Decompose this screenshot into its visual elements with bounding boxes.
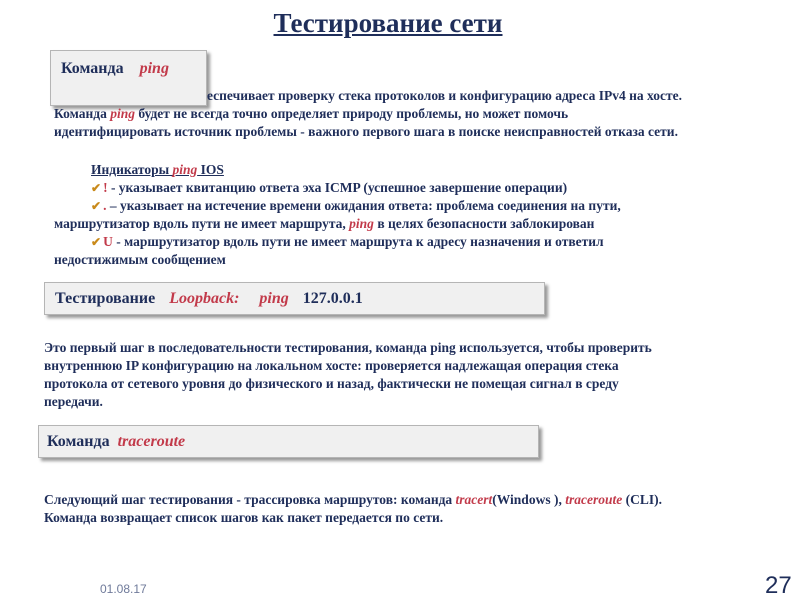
indicator-cmd: ping bbox=[349, 216, 374, 231]
indicator-item-timeout bbox=[54, 197, 621, 215]
loopback-line: передачи. bbox=[44, 394, 103, 409]
indicator-mark: . bbox=[103, 198, 107, 213]
traceroute-text: (Windows ), bbox=[492, 492, 566, 507]
footer-date: 01.08.17 bbox=[100, 582, 147, 596]
indicator-text: – указывает на истечение времени ожидания ответа: проблема соединения на пути, bbox=[106, 198, 621, 213]
loopback-box-command: ping bbox=[259, 289, 289, 307]
traceroute-description bbox=[44, 491, 662, 527]
indicator-mark: ! bbox=[103, 180, 108, 195]
loopback-description bbox=[44, 339, 652, 411]
indicator-item-unreachable-cont: недостижимым сообщением bbox=[54, 252, 226, 267]
traceroute-cmd: traceroute bbox=[565, 492, 623, 507]
traceroute-line2: Команда возвращает список шагов как пакет передается по сети. bbox=[44, 510, 444, 525]
indicator-text: - маршрутизатор вдоль пути не имеет маршрута к адресу назначения и ответил bbox=[112, 234, 604, 249]
ping-desc-line3: идентифицировать источник проблемы - важного первого шага в поиске неисправностей отказа сети. bbox=[54, 124, 678, 139]
indicator-text: маршрутизатор вдоль пути не имеет маршрута, bbox=[54, 216, 350, 231]
loopback-line: Это первый шаг в последовательности тестирования, команда ping используется, чтобы проверить bbox=[44, 340, 652, 355]
checkmark-icon: ✔ bbox=[91, 181, 102, 195]
page-title: Тестирование сети bbox=[273, 8, 503, 38]
indicator-text: в целях безопасности заблокирован bbox=[373, 216, 595, 231]
traceroute-box-label: Команда bbox=[47, 432, 110, 450]
page-number: 27 bbox=[765, 572, 792, 599]
tracert-cmd: tracert bbox=[455, 492, 493, 507]
indicators-heading-cmd: ping bbox=[172, 162, 198, 177]
indicator-item-unreachable bbox=[54, 233, 621, 251]
indicators-heading bbox=[54, 161, 621, 179]
traceroute-text: Следующий шаг тестирования - трассировка маршрутов: команда bbox=[44, 492, 456, 507]
ping-desc-line2-b: будет не всегда точно определяет природу проблемы, но может помочь bbox=[134, 106, 569, 121]
traceroute-text: (CLI). bbox=[622, 492, 662, 507]
ping-desc-line1: еспечивает проверку стека протоколов и конфигурацию адреса IPv4 на хосте. bbox=[207, 88, 682, 103]
indicator-text: - указывает квитанцию ответа эха ICMP (успешное завершение операции) bbox=[107, 180, 568, 195]
loopback-line: протокола от сетевого уровня до физического и назад, фактически не помещая сигнал в среду bbox=[44, 376, 619, 391]
loopback-box-label: Тестирование bbox=[55, 289, 156, 307]
indicators-heading-a: Индикаторы bbox=[91, 162, 173, 177]
ping-box-label: Команда bbox=[61, 60, 124, 77]
loopback-line: внутреннюю IP конфигурацию на локальном хосте: проверяется надлежащая операция стека bbox=[44, 358, 619, 373]
ping-desc-line2-cmd: ping bbox=[110, 106, 135, 121]
ping-desc-line2 bbox=[54, 105, 682, 123]
loopback-test-box bbox=[44, 282, 545, 315]
ping-desc-line2-a: Команда bbox=[54, 106, 111, 121]
checkmark-icon: ✔ bbox=[91, 235, 102, 249]
ping-description bbox=[54, 87, 682, 141]
indicators-heading-b: IOS bbox=[197, 162, 224, 177]
ping-box-command: ping bbox=[139, 60, 169, 77]
indicator-item-timeout-cont bbox=[54, 215, 621, 233]
indicator-item-success bbox=[54, 179, 621, 197]
checkmark-icon: ✔ bbox=[91, 199, 102, 213]
traceroute-command-box bbox=[38, 425, 539, 458]
loopback-box-kind: Loopback: bbox=[169, 289, 240, 307]
traceroute-line1 bbox=[44, 491, 662, 509]
traceroute-box-command: traceroute bbox=[117, 432, 186, 450]
loopback-box-address: 127.0.0.1 bbox=[302, 289, 363, 307]
indicator-mark: U bbox=[103, 234, 113, 249]
ping-indicators bbox=[54, 161, 621, 269]
